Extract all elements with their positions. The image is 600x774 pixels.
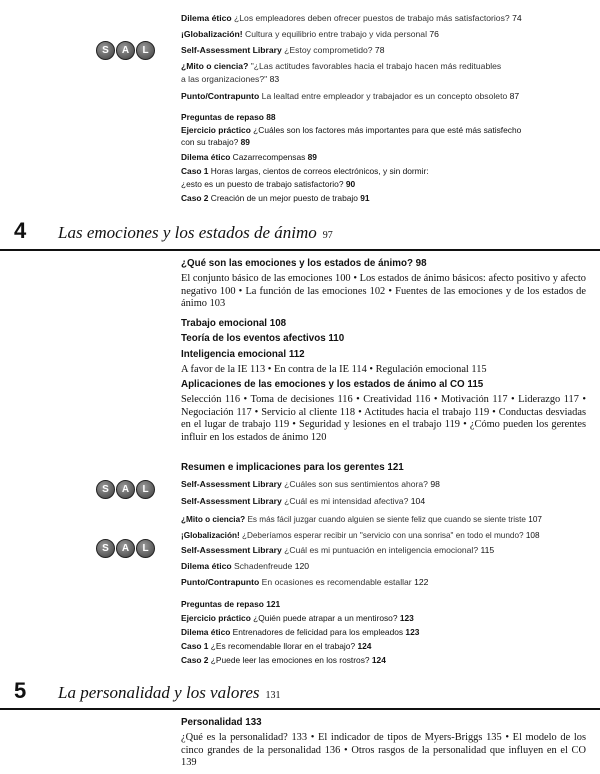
chapter-rule: [0, 708, 600, 710]
chapter-number: 4: [14, 218, 27, 243]
toc-entry: Dilema ético Cazarrecompensas 89: [181, 152, 317, 162]
toc-entry: Caso 2 ¿Puede leer las emociones en los rostros? 124: [181, 655, 386, 665]
toc-entry: Caso 1 ¿Es recomendable llorar en el trabajo? 124: [181, 641, 372, 651]
toc-entry: ¡Globalización! Cultura y equilibrio entre trabajo y vida personal 76: [181, 29, 439, 39]
section-heading: Teoría de los eventos afectivos 110: [181, 333, 345, 344]
chapter-title: La personalidad y los valores 131: [58, 683, 281, 702]
toc-entry: Dilema ético ¿Los empleadores deben ofrecer puestos de trabajo más satisfactorios? 74: [181, 13, 522, 23]
toc-entry-cont: a las organizaciones?" 83: [181, 74, 280, 84]
toc-entry: ¿Mito o ciencia? Es más fácil juzgar cuando alguien se siente feliz que cuando se siente triste 107: [181, 515, 542, 524]
section-heading: Aplicaciones de las emociones y los estados de ánimo al CO 115: [181, 379, 484, 390]
toc-entry: Self-Assessment Library ¿Cuál es mi intensidad afectiva? 104: [181, 496, 426, 506]
sal-logo: [96, 480, 155, 499]
section-topics: ¿Qué es la personalidad? 133 • El indicador de tipos de Myers-Briggs 135 • El modelo de los cinco grandes de la personalidad 136 • Otros rasgos de la personalidad que influyen en el CO 139: [181, 732, 586, 769]
section-heading: Resumen e implicaciones para los gerentes 121: [181, 462, 404, 473]
section-heading: Personalidad 133: [181, 717, 262, 728]
sal-logo: [96, 539, 155, 558]
toc-entry: Dilema ético Schadenfreude 120: [181, 561, 310, 571]
chapter-number: 5: [14, 678, 27, 703]
toc-entry: ¡Globalización! ¿Deberíamos esperar recibir un "servicio con una sonrisa" en todo el mundo? 108: [181, 531, 540, 540]
sal-logo-l: L: [136, 539, 155, 558]
section-heading: Inteligencia emocional 112: [181, 349, 305, 360]
sal-logo-a: A: [116, 41, 135, 60]
toc-entry: Caso 1 Horas largas, cientos de correos electrónicos, y sin dormir:: [181, 166, 429, 176]
sal-logo-l: L: [136, 480, 155, 499]
toc-entry: Preguntas de repaso 88: [181, 112, 276, 122]
toc-entry: Self-Assessment Library ¿Estoy comprometido? 78: [181, 45, 385, 55]
section-topics: A favor de la IE 113 • En contra de la IE 114 • Regulación emocional 115: [181, 364, 487, 375]
chapter-rule: [0, 249, 600, 251]
toc-entry: Ejercicio práctico ¿Cuáles son los factores más importantes para que esté más satisfecho: [181, 125, 522, 135]
toc-entry: Self-Assessment Library ¿Cuáles son sus sentimientos ahora? 98: [181, 479, 440, 489]
toc-entry: Ejercicio práctico ¿Quién puede atrapar a un mentiroso? 123: [181, 613, 414, 623]
sal-logo: [96, 41, 155, 60]
toc-entry: Dilema ético Entrenadores de felicidad para los empleados 123: [181, 627, 420, 637]
section-topics: El conjunto básico de las emociones 100 • Los estados de ánimo básicos: afecto positivo y afecto negativo 100 • La función de las emociones 102 • Fuentes de las emociones y de los estados de ánimo 103: [181, 273, 586, 310]
toc-entry: Caso 2 Creación de un mejor puesto de trabajo 91: [181, 193, 370, 203]
toc-entry-cont: ¿esto es un puesto de trabajo satisfactorio? 90: [181, 179, 356, 189]
section-heading: Trabajo emocional 108: [181, 318, 287, 329]
sal-logo-l: L: [136, 41, 155, 60]
sal-logo-a: A: [116, 480, 135, 499]
toc-entry: ¿Mito o ciencia? "¿Las actitudes favorables hacia el trabajo hacen más redituables: [181, 61, 502, 71]
toc-entry: Punto/Contrapunto En ocasiones es recomendable estallar 122: [181, 577, 429, 587]
toc-entry: Punto/Contrapunto La lealtad entre empleador y trabajador es un concepto obsoleto 87: [181, 91, 520, 101]
chapter-title: Las emociones y los estados de ánimo 97: [58, 223, 333, 242]
toc-entry-cont: con su trabajo? 89: [181, 137, 250, 147]
sal-logo-s: S: [96, 539, 115, 558]
toc-entry: Self-Assessment Library ¿Cuál es mi puntuación en inteligencia emocional? 115: [181, 545, 495, 555]
section-topics: Selección 116 • Toma de decisiones 116 • Creatividad 116 • Motivación 117 • Liderazgo 117 • Negociación 117 • Servicio al cliente 118 • Actitudes hacia el trabajo 119 • Conductas desviadas en el lugar de trabajo 119 • Seguridad y lesiones en el trabajo 119 • ¿Cómo pueden los gerentes influir en los estados de ánimo 120: [181, 394, 586, 443]
sal-logo-a: A: [116, 539, 135, 558]
sal-logo-s: S: [96, 480, 115, 499]
sal-logo-s: S: [96, 41, 115, 60]
section-heading: ¿Qué son las emociones y los estados de ánimo? 98: [181, 258, 427, 269]
toc-entry: Preguntas de repaso 121: [181, 599, 281, 609]
